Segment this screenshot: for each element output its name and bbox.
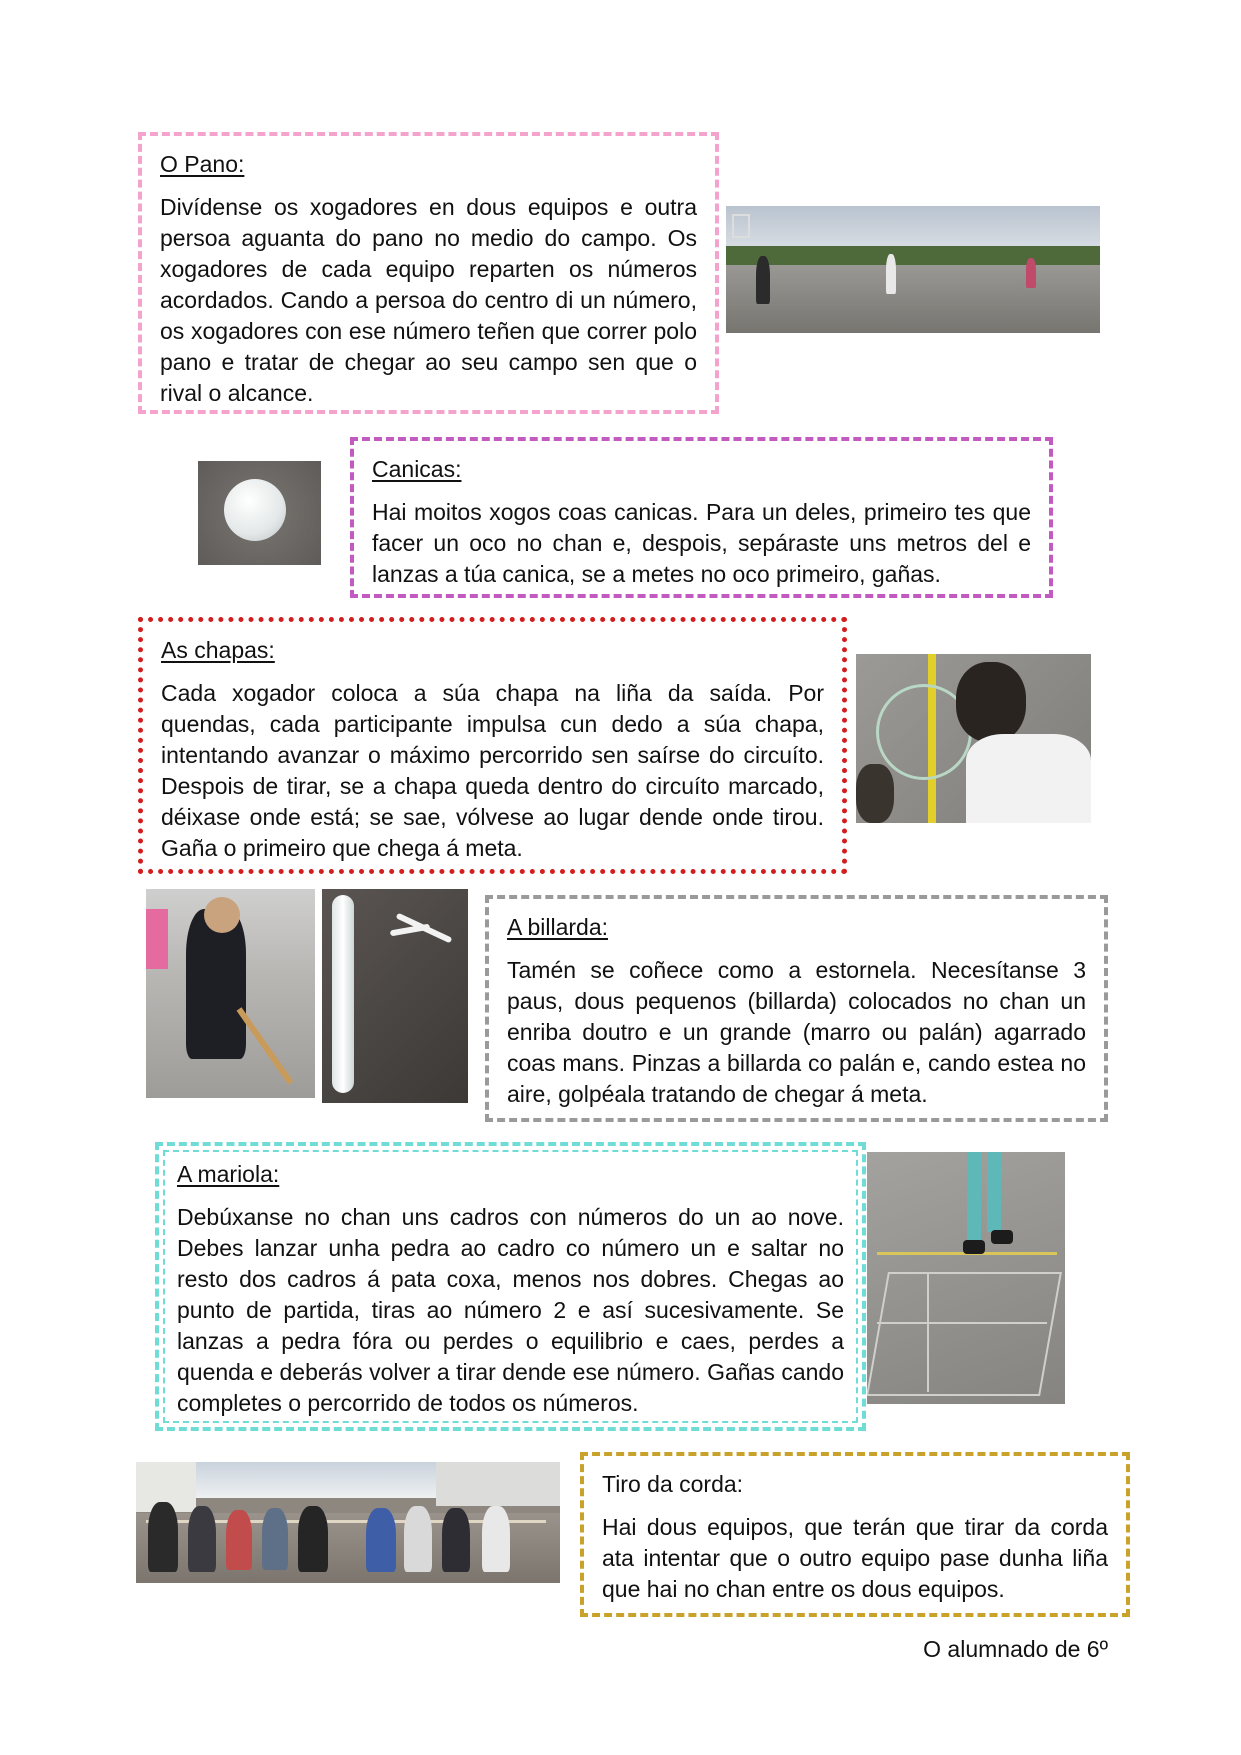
section-billarda [485,895,1108,1122]
photo-canicas [198,461,321,565]
photo-corda [136,1462,560,1583]
photo-mariola [867,1152,1065,1404]
section-pano [138,132,719,414]
section-chapas [138,617,847,874]
photo-pano [726,206,1100,333]
section-title-mariola: A mariola: [177,1161,280,1187]
section-title-billarda: A billarda: [507,914,609,940]
section-corda [580,1452,1130,1617]
section-title-pano: O Pano: [160,151,245,177]
section-text-billarda: Tamén se coñece como a estornela. Necesítanse 3 paus, dous pequenos (billarda) colocados no chan un enriba doutro e un grande (marro ou palán) agarrado coas mans. Pinzas a billarda co palán e, cando estea no aire, golpéala tratando de chegar á meta. [507,957,1086,1107]
section-canicas [350,437,1053,598]
section-text-corda: Hai dous equipos, que terán que tirar da corda ata intentar que o outro equipo pase dunha liña que hai no chan entre os dous equipos. [602,1514,1108,1602]
section-text-pano: Divídense os xogadores en dous equipos e outra persoa aguanta do pano no medio do campo. Os xogadores de cada equipo reparten os números acordados. Cando a persoa do centro di un número, os xogadores con ese número teñen que correr polo pano e tratar de chegar ao seu campo sen que o rival o alcance. [160,194,697,406]
footer-author: O alumnado de 6º [923,1636,1108,1662]
photo-billarda-girl [146,889,315,1098]
section-text-chapas: Cada xogador coloca a súa chapa na liña da saída. Por quendas, cada participante impulsa cun dedo a súa chapa, intentando avanzar o máximo percorrido sen saírse do circuíto. Despois de tirar, se a chapa queda dentro do circuíto marcado, déixase onde está; se sae, vólvese ao lugar dende onde tirou. Gaña o primeiro que chega á meta. [161,680,824,861]
photo-chapas [856,654,1091,823]
section-title-chapas: As chapas: [161,637,275,663]
section-text-canicas: Hai moitos xogos coas canicas. Para un deles, primeiro tes que facer un oco no chan e, despois, sepáraste uns metros del e lanzas a túa canica, se a metes no oco primeiro, gañas. [372,499,1031,587]
section-title-corda: Tiro da corda: [602,1471,744,1497]
section-text-mariola: Debúxanse no chan uns cadros con números do un ao nove. Debes lanzar unha pedra ao cadro co número un e saltar no resto dos cadros á pata coxa, menos nos dobres. Chegas ao punto de partida, tiras ao número 2 e así sucesivamente. Se lanzas a pedra fóra ou perdes o equilibrio e caes, perdes a quenda e deberás volver a tirar dende ese número. Gañas cando completes o percorrido de todos os números. [177,1204,844,1416]
section-mariola [155,1142,866,1431]
section-title-canicas: Canicas: [372,456,462,482]
photo-billarda-sticks [322,889,468,1103]
